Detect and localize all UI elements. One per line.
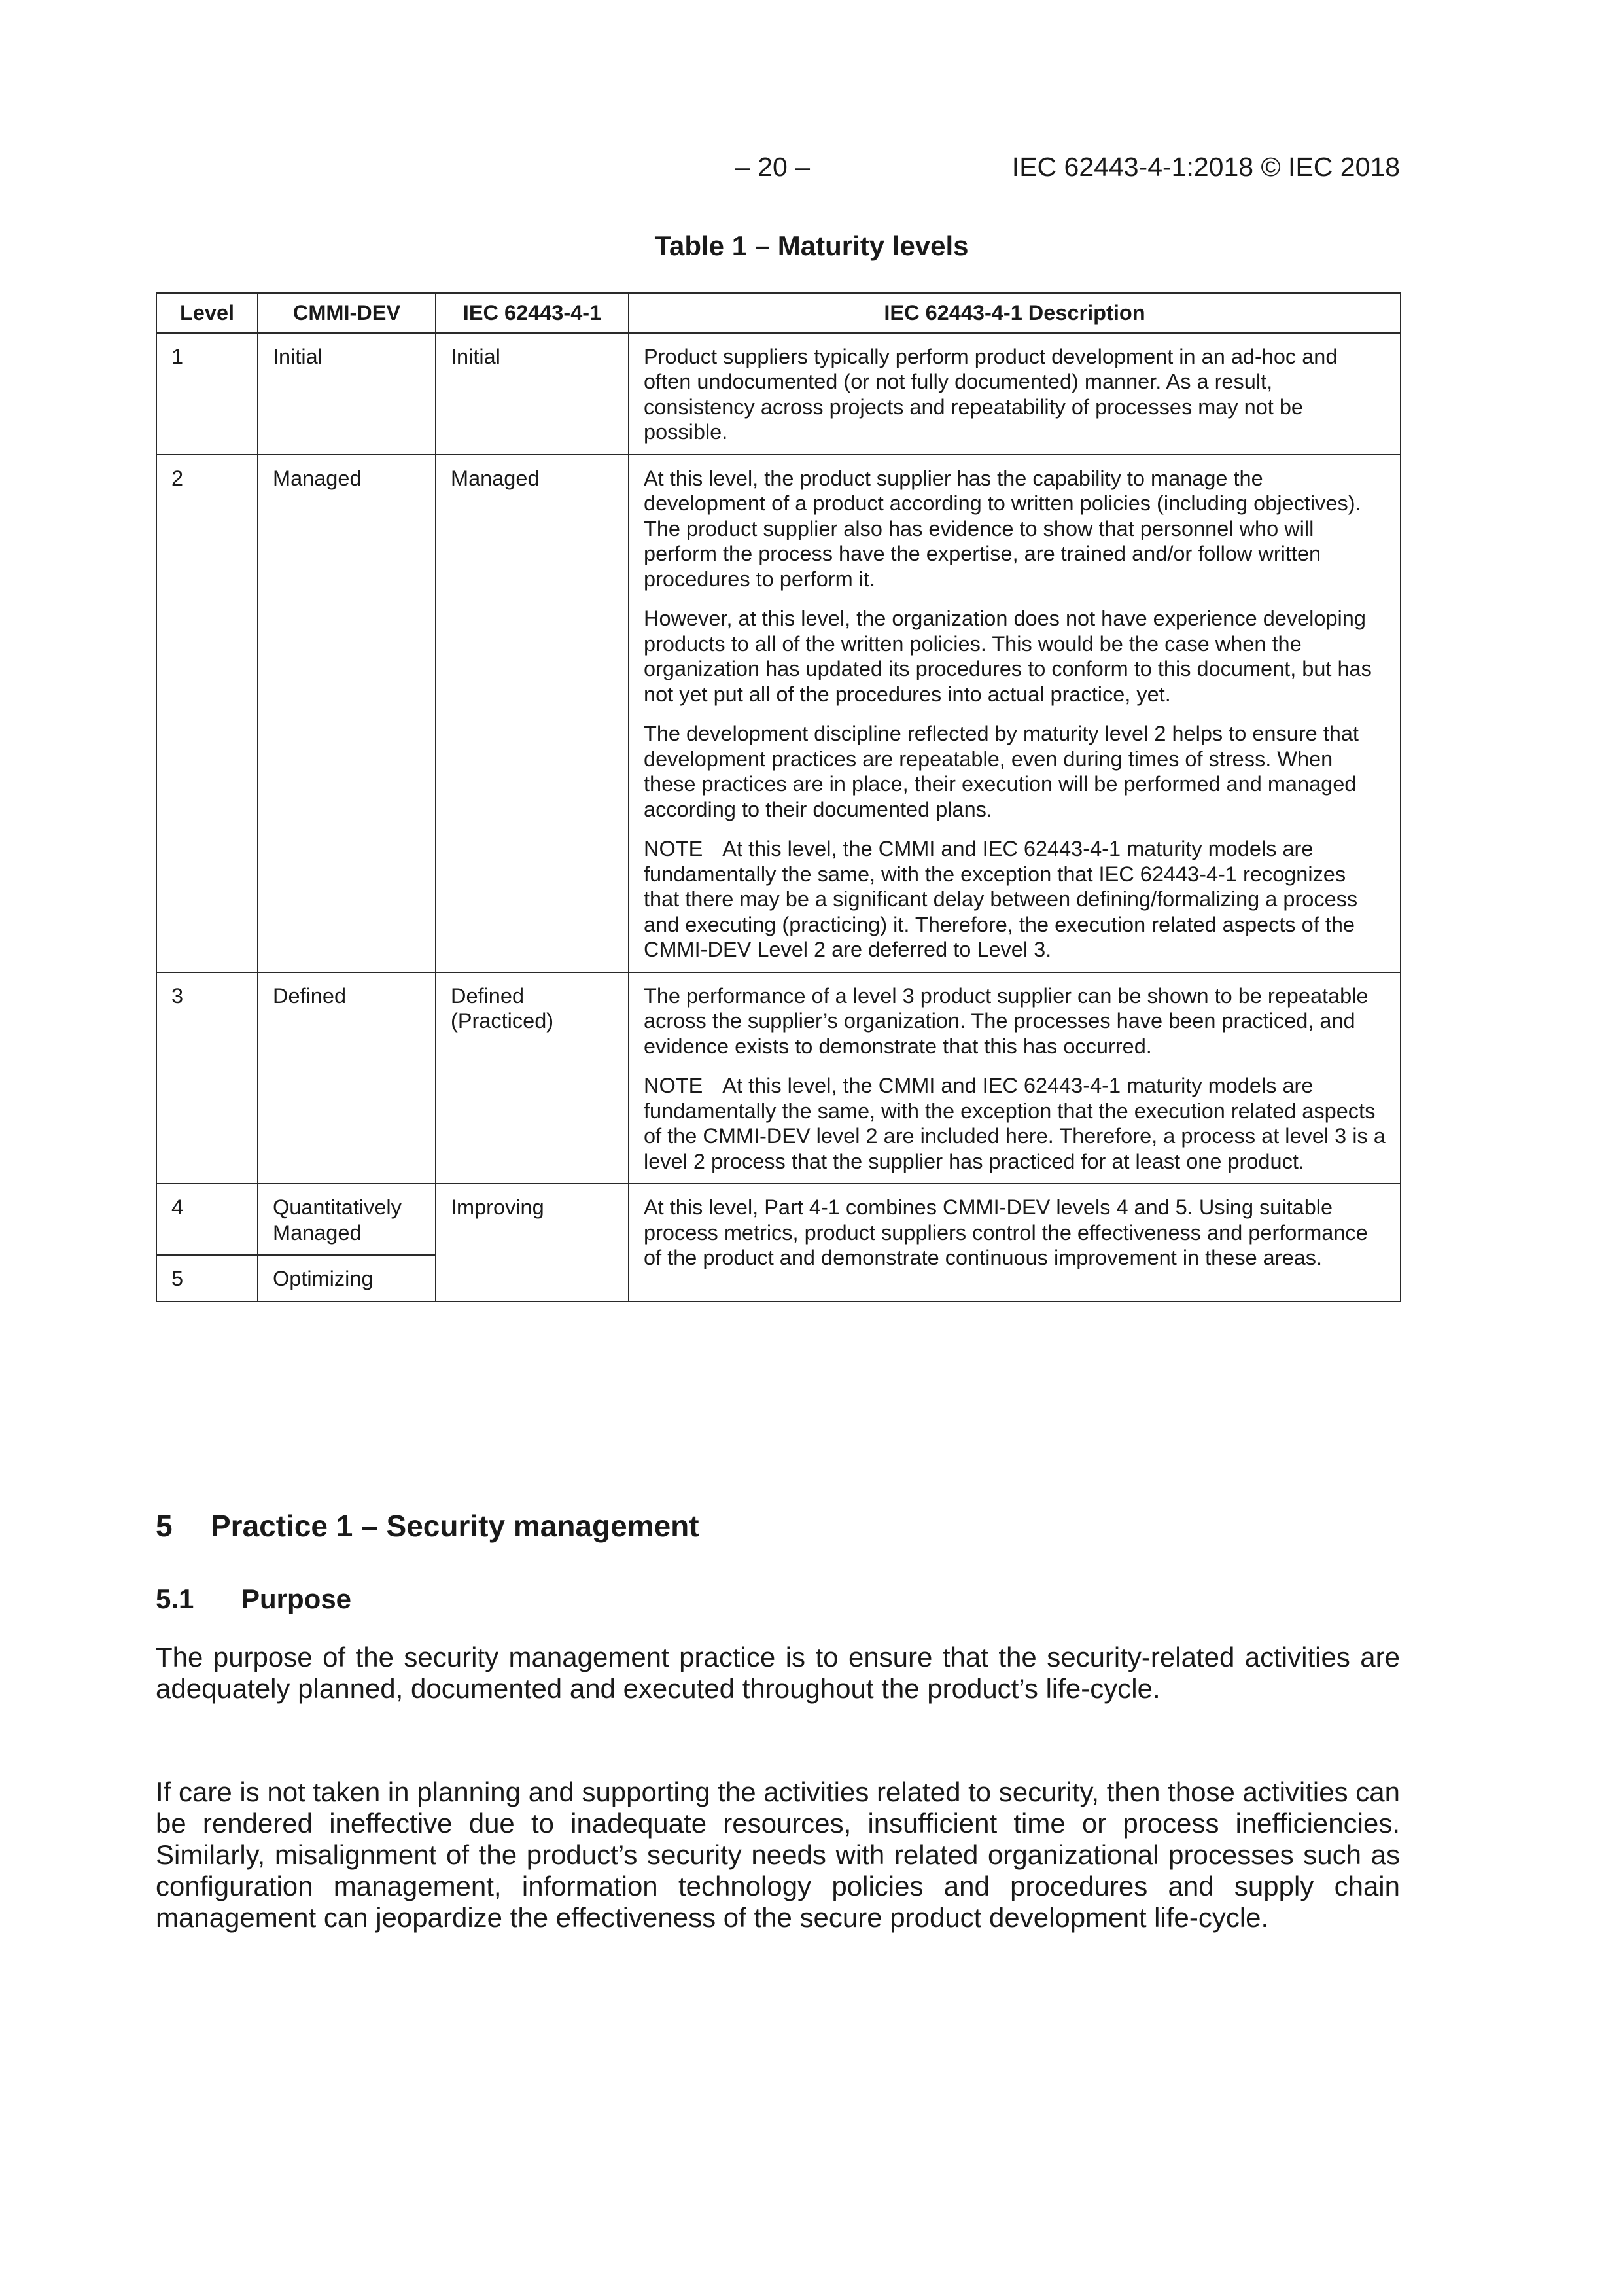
description-text: At this level, the product supplier has the capability to manage the development of a product according to written policies (including objectives). The product supplier also has evidence to show that personnel who will perform the process have the expertise, are trained and/or follow written procedures to perform it. xyxy=(644,466,1361,591)
column-header-level: Level xyxy=(156,293,258,333)
cell-iec: Defined (Practiced) xyxy=(436,972,629,1184)
table-note xyxy=(644,1073,1387,1174)
cell-cmmi-dev: Managed xyxy=(258,455,436,972)
cell-cmmi-dev: Quantitatively Managed xyxy=(258,1184,436,1255)
cell-description xyxy=(629,1184,1401,1301)
table-caption: Table 1 – Maturity levels xyxy=(654,230,969,261)
description-text: At this level, Part 4-1 combines CMMI-DEV levels 4 and 5. Using suitable process metrics, product suppliers control the effectiveness and performance of the product and demonstrate continuous improvement in these areas. xyxy=(644,1195,1368,1269)
cell-level: 2 xyxy=(156,455,258,972)
cell-level: 1 xyxy=(156,333,258,455)
page-header xyxy=(156,152,1400,191)
body-paragraph: The purpose of the security management practice is to ensure that the security-related activities are adequately planned, documented and executed throughout the product’s life-cycle. xyxy=(156,1642,1400,1704)
table-row xyxy=(156,972,1401,1184)
description-text: The performance of a level 3 product supplier can be shown to be repeatable across the supplier’s organization. The processes have been practiced, and evidence exists to demonstrate that this has occurred. xyxy=(644,983,1369,1058)
cell-cmmi-dev: Defined xyxy=(258,972,436,1184)
description-text: However, at this level, the organization does not have experience developing products to all of the written policies. This would be the case when the organization has updated its procedures to conform to this document, but has not yet put all of the procedures into actual practice, yet. xyxy=(644,607,1372,706)
cell-iec: Managed xyxy=(436,455,629,972)
cell-level: 4 xyxy=(156,1184,258,1255)
column-header-cmmi-dev: CMMI-DEV xyxy=(258,293,436,333)
table-note xyxy=(644,836,1387,963)
cell-cmmi-dev: Initial xyxy=(258,333,436,455)
standard-reference: IEC 62443-4-1:2018 © IEC 2018 xyxy=(1011,152,1400,182)
page-number: – 20 – xyxy=(735,152,810,182)
column-header-iec: IEC 62443-4-1 xyxy=(436,293,629,333)
note-text: At this level, the CMMI and IEC 62443-4-1 maturity models are fundamentally the same, with the exception that the execution related aspects of the CMMI-DEV level 2 are included here. Therefore, a process at level 3 is a level 2 process that the supplier has practiced for at least one product. xyxy=(644,1074,1386,1173)
table-row xyxy=(156,1184,1401,1255)
cell-description xyxy=(629,455,1401,972)
column-header-description: IEC 62443-4-1 Description xyxy=(629,293,1401,333)
cell-description xyxy=(629,972,1401,1184)
section-title: Practice 1 – Security management xyxy=(211,1509,699,1543)
cell-level: 5 xyxy=(156,1255,258,1301)
table-row xyxy=(156,455,1401,972)
cell-iec: Initial xyxy=(436,333,629,455)
body-paragraph: If care is not taken in planning and supporting the activities related to security, then those activities can be rendered ineffective due to inadequate resources, insufficient time or process inefficiencies. Similarly, misalignment of the product’s security needs with related organizational processes such as configuration management, information technology policies and procedures and supply chain management can jeopardize the effectiveness of the secure product development life-cycle. xyxy=(156,1776,1400,1933)
description-text: Product suppliers typically perform product development in an ad-hoc and often undocumented (or not fully documented) manner. As a result, consistency across projects and repeatability of processes may not be possible. xyxy=(644,344,1338,444)
section-number: 5 xyxy=(156,1509,173,1543)
subsection-number: 5.1 xyxy=(156,1583,194,1614)
note-text: At this level, the CMMI and IEC 62443-4-1 maturity models are fundamentally the same, with the exception that IEC 62443-4-1 recognizes that there may be a significant delay between defining/formalizing a process and executing (practicing) it. Therefore, the execution related aspects of the CMMI-DEV Level 2 are deferred to Level 3. xyxy=(644,837,1358,961)
subsection-title: Purpose xyxy=(241,1583,352,1614)
table-row xyxy=(156,333,1401,455)
cell-iec: Improving xyxy=(436,1184,629,1301)
maturity-levels-table xyxy=(156,292,1401,1302)
description-text: The development discipline reflected by maturity level 2 helps to ensure that development practices are repeatable, even during times of stress. When these practices are in place, their execution will be performed and managed according to their documented plans. xyxy=(644,722,1359,821)
table-header-row xyxy=(156,293,1401,333)
subsection-heading xyxy=(156,1583,351,1615)
note-label: NOTE xyxy=(644,837,703,860)
cell-description xyxy=(629,333,1401,455)
cell-level: 3 xyxy=(156,972,258,1184)
note-label: NOTE xyxy=(644,1074,703,1097)
section-heading xyxy=(156,1508,699,1544)
cell-cmmi-dev: Optimizing xyxy=(258,1255,436,1301)
